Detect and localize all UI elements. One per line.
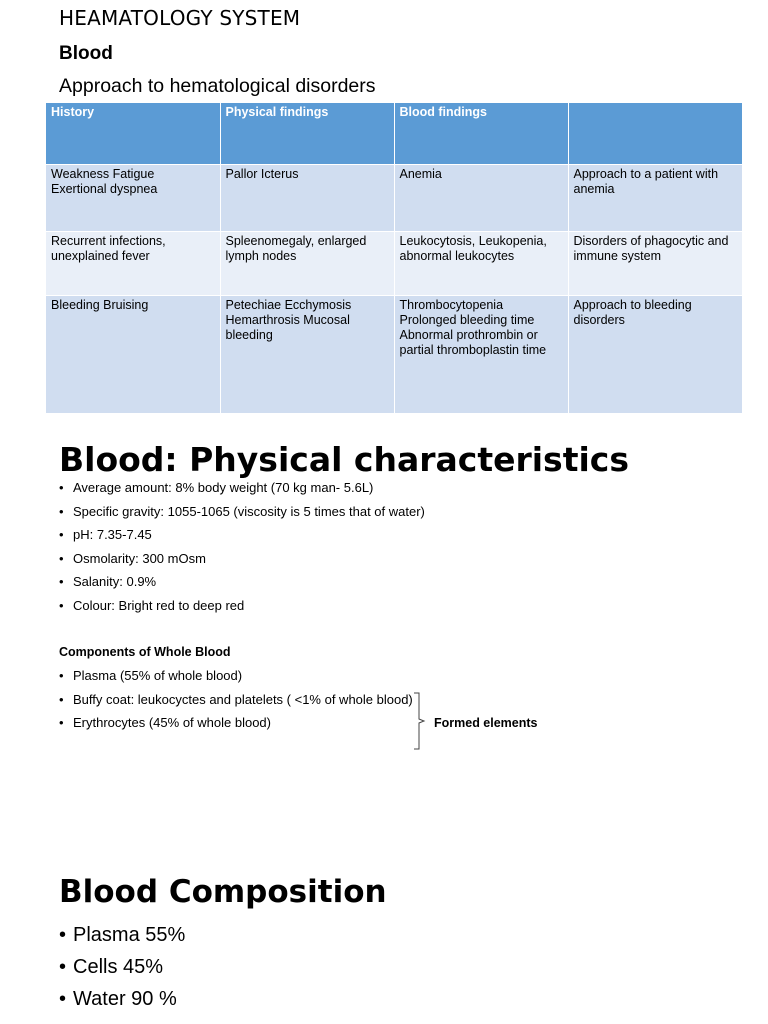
formed-elements-label: Formed elements (434, 716, 538, 730)
table-cell: Pallor Icterus (220, 165, 394, 232)
table-cell: Bleeding Bruising (46, 296, 220, 414)
table-cell: Leukocytosis, Leukopenia, abnormal leukocytes (394, 232, 568, 296)
list-item: • Water 90 % (59, 986, 185, 1018)
table-cell: Recurrent infections, unexplained fever (46, 232, 220, 296)
blood-composition-list (59, 922, 185, 1018)
hematology-approach-table (46, 103, 743, 414)
list-item: • Buffy coat: leukocyctes and platelets ( <1% of whole blood) (59, 692, 413, 716)
table-header-cell: Blood findings (394, 103, 568, 165)
table-row (46, 232, 742, 296)
table-cell: Approach to a patient with anemia (568, 165, 742, 232)
list-item: • Colour: Bright red to deep red (59, 598, 425, 622)
components-heading: Components of Whole Blood (59, 645, 231, 659)
list-item: • pH: 7.35-7.45 (59, 527, 425, 551)
table-cell: Weakness Fatigue Exertional dyspnea (46, 165, 220, 232)
document-title: HEAMATOLOGY SYSTEM (59, 6, 301, 30)
table-cell: Disorders of phagocytic and immune system (568, 232, 742, 296)
table-header-cell: Physical findings (220, 103, 394, 165)
table-cell: Thrombocytopenia Prolonged bleeding time Abnormal prothrombin or partial thromboplastin time (394, 296, 568, 414)
list-item: • Salanity: 0.9% (59, 574, 425, 598)
list-item: • Specific gravity: 1055-1065 (viscosity is 5 times that of water) (59, 504, 425, 528)
list-item: • Plasma 55% (59, 922, 185, 954)
table-cell: Anemia (394, 165, 568, 232)
table-cell: Approach to bleeding disorders (568, 296, 742, 414)
physical-characteristics-list (59, 480, 425, 621)
bracket-icon (412, 692, 430, 750)
table-cell: Petechiae Ecchymosis Hemarthrosis Mucosal bleeding (220, 296, 394, 414)
list-item: • Cells 45% (59, 954, 185, 986)
table-row (46, 296, 742, 414)
list-item: • Erythrocytes (45% of whole blood) (59, 715, 413, 739)
components-list (59, 668, 413, 739)
table-header-row (46, 103, 742, 165)
list-item: • Osmolarity: 300 mOsm (59, 551, 425, 575)
list-item: • Average amount: 8% body weight (70 kg man- 5.6L) (59, 480, 425, 504)
physical-characteristics-title: Blood: Physical characteristics (59, 440, 629, 479)
blood-composition-title: Blood Composition (59, 874, 387, 910)
section-heading-approach: Approach to hematological disorders (59, 75, 376, 97)
table-row (46, 165, 742, 232)
section-heading-blood: Blood (59, 43, 113, 64)
table-header-cell: History (46, 103, 220, 165)
table-header-cell (568, 103, 742, 165)
table-cell: Spleenomegaly, enlarged lymph nodes (220, 232, 394, 296)
list-item: • Plasma (55% of whole blood) (59, 668, 413, 692)
